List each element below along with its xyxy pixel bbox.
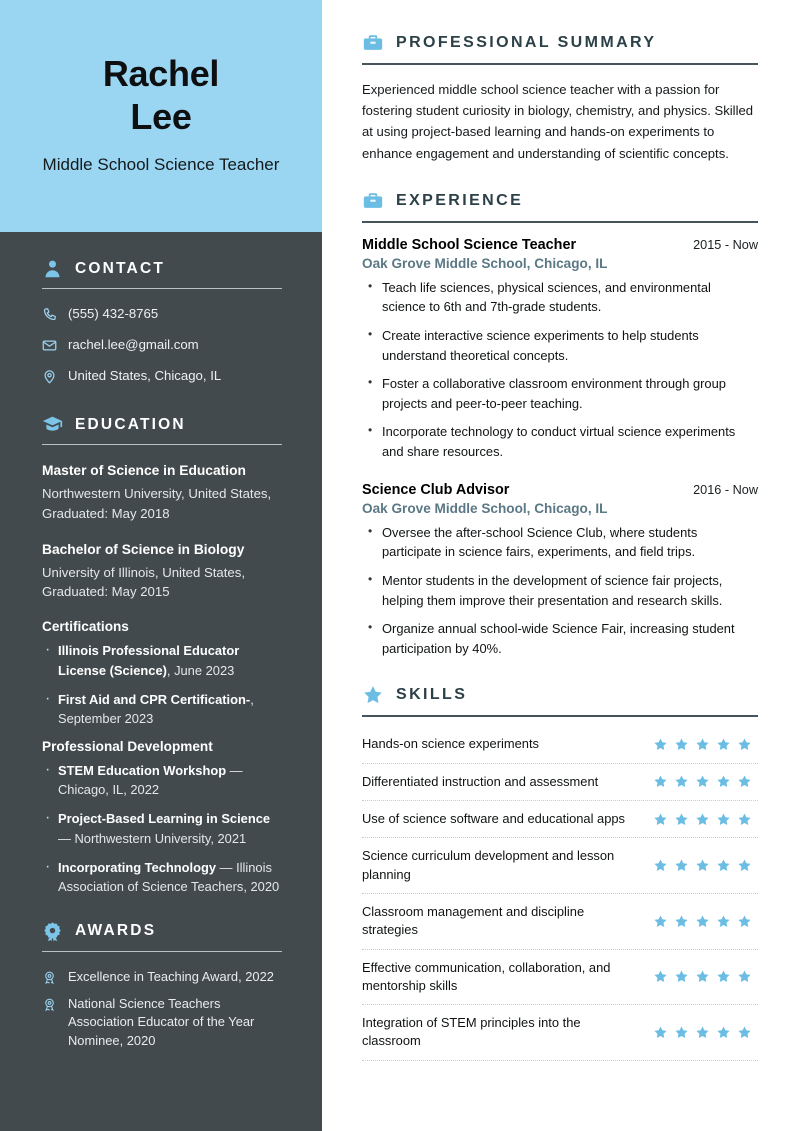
skill-name: Classroom management and discipline strategies	[362, 903, 585, 938]
contact-header	[42, 258, 282, 279]
education-divider	[42, 444, 282, 445]
section-experience	[362, 190, 758, 659]
section-skills	[362, 684, 758, 1060]
awards-title: AWARDS	[75, 922, 157, 940]
star-icon	[674, 1025, 689, 1040]
star-icon	[653, 812, 668, 827]
location-pin-icon	[42, 369, 57, 384]
education-title: EDUCATION	[75, 415, 186, 433]
contact-title: CONTACT	[75, 259, 166, 277]
job-role: Middle School Science Teacher	[362, 236, 577, 253]
star-icon	[695, 774, 710, 789]
awards-divider	[42, 951, 282, 952]
certifications-list	[42, 641, 282, 728]
skills-divider	[362, 715, 758, 717]
skill-row	[362, 838, 758, 894]
skill-rating	[653, 914, 758, 929]
contact-divider	[42, 288, 282, 289]
summary-header	[362, 32, 758, 54]
award-medal-icon	[42, 997, 57, 1012]
education-item	[42, 540, 282, 602]
sidebar-body	[0, 232, 322, 1089]
section-awards	[42, 921, 282, 1050]
star-icon	[653, 1025, 668, 1040]
contact-email[interactable]	[42, 336, 282, 354]
experience-entry	[362, 482, 758, 659]
list-item: • Incorporate technology to conduct virtual science experiments and share resources.	[362, 422, 758, 461]
job-role: Science Club Advisor	[362, 481, 510, 498]
star-icon	[695, 737, 710, 752]
list-item	[42, 761, 282, 800]
job-date: 2016 - Now	[693, 482, 758, 497]
skill-rating	[653, 1025, 758, 1040]
person-icon	[42, 258, 63, 279]
star-icon	[674, 737, 689, 752]
briefcase-icon	[362, 32, 384, 54]
page-title	[103, 53, 219, 138]
development-title: Project-Based Learning in Science	[58, 811, 271, 827]
list-item: • Create interactive science experiments to help students understand theoretical concepts.	[362, 326, 758, 365]
list-item	[42, 809, 282, 848]
education-degree: Master of Science in Education	[42, 463, 246, 479]
education-details: Northwestern University, United States, Graduated: May 2018	[42, 485, 272, 521]
certifications-heading: Certifications	[42, 619, 129, 635]
list-item: • Mentor students in the development of science fair projects, helping them improve their presentation and research skills.	[362, 571, 758, 610]
certification-date: , June 2023	[166, 662, 235, 678]
envelope-icon	[42, 338, 57, 353]
awards-header	[42, 921, 282, 942]
summary-text: Experienced middle school science teacher with a passion for fostering student curiosity in biology, chemistry, and physics. Skilled at using project-based learning and hands-on experiments to enhance engagement and understanding of scientific concepts.	[362, 82, 754, 161]
star-icon	[737, 737, 752, 752]
contact-phone[interactable]	[42, 305, 282, 323]
phone-icon	[42, 307, 57, 322]
star-icon	[737, 858, 752, 873]
star-icon	[653, 969, 668, 984]
award-medal-icon	[42, 970, 57, 985]
contact-list	[42, 305, 282, 384]
star-icon	[653, 914, 668, 929]
development-detail: — Northwestern University, 2021	[58, 830, 247, 846]
experience-header	[362, 190, 758, 212]
certification-title: Illinois Professional Educator License (Science)	[58, 643, 240, 678]
section-education	[42, 414, 282, 896]
award-text: Excellence in Teaching Award, 2022	[68, 968, 274, 984]
skills-header	[362, 684, 758, 706]
award-medal-icon	[42, 921, 63, 942]
skill-rating	[653, 774, 758, 789]
skill-row	[362, 950, 758, 1006]
job-title: Middle School Science Teacher	[42, 155, 280, 175]
skill-name: Effective communication, collaboration, and mentorship skills	[362, 959, 611, 993]
skills-list	[362, 731, 758, 1060]
star-icon	[695, 914, 710, 929]
job-bullets	[362, 278, 758, 462]
star-icon	[716, 774, 731, 789]
star-icon	[737, 1025, 752, 1040]
star-icon	[716, 914, 731, 929]
list-item	[42, 641, 282, 680]
star-icon	[695, 858, 710, 873]
job-bullets	[362, 523, 758, 659]
education-header	[42, 414, 282, 435]
award-item	[42, 995, 282, 1050]
star-icon	[674, 774, 689, 789]
star-icon	[737, 812, 752, 827]
star-icon	[362, 684, 384, 706]
education-details: University of Illinois, United States, Graduated: May 2015	[42, 564, 246, 600]
star-icon	[695, 1025, 710, 1040]
summary-title: PROFESSIONAL SUMMARY	[396, 34, 657, 51]
job-organization: Oak Grove Middle School, Chicago, IL	[362, 255, 608, 271]
development-detail: — Illinois Association of Science Teachers, 2020	[58, 860, 280, 895]
skill-rating	[653, 969, 758, 984]
star-icon	[653, 737, 668, 752]
development-detail: — Chicago, IL, 2022	[58, 762, 243, 798]
skill-rating	[653, 858, 758, 873]
sidebar	[0, 0, 322, 1131]
skill-rating	[653, 812, 758, 827]
list-item	[42, 690, 282, 729]
location-value: United States, Chicago, IL	[68, 367, 222, 383]
list-item	[42, 858, 282, 897]
main-content	[322, 0, 800, 1131]
first-name: Rachel	[102, 53, 220, 95]
briefcase-icon	[362, 190, 384, 212]
skill-name: Integration of STEM principles into the classroom	[362, 1015, 581, 1049]
skill-row	[362, 801, 758, 838]
education-item	[42, 461, 282, 523]
skill-row	[362, 894, 758, 950]
job-title-row	[362, 482, 758, 498]
award-text: National Science Teachers Association Educator of the Year Nominee, 2020	[68, 996, 255, 1048]
skill-row	[362, 764, 758, 801]
list-item: • Organize annual school-wide Science Fair, increasing student participation by 40%.	[362, 619, 758, 658]
star-icon	[653, 774, 668, 789]
star-icon	[737, 914, 752, 929]
star-icon	[653, 858, 668, 873]
section-contact	[42, 258, 282, 384]
development-title: STEM Education Workshop	[58, 762, 227, 778]
development-title: Incorporating Technology	[58, 860, 217, 876]
last-name: Lee	[130, 95, 192, 137]
star-icon	[716, 737, 731, 752]
star-icon	[737, 969, 752, 984]
skill-name: Use of science software and educational apps	[362, 810, 625, 826]
experience-divider	[362, 221, 758, 223]
summary-divider	[362, 63, 758, 65]
skill-rating	[653, 737, 758, 752]
star-icon	[716, 969, 731, 984]
section-professional-summary	[362, 32, 758, 164]
phone-value: (555) 432-8765	[68, 306, 159, 321]
job-title-row	[362, 237, 758, 253]
email-value: rachel.lee@gmail.com	[68, 336, 199, 352]
list-item: • Teach life sciences, physical sciences, and environmental science to 6th and 7th-grade students.	[362, 278, 758, 317]
skill-name: Hands-on science experiments	[362, 736, 539, 752]
skills-title: SKILLS	[396, 686, 468, 704]
job-organization: Oak Grove Middle School, Chicago, IL	[362, 500, 608, 516]
star-icon	[674, 858, 689, 873]
skill-row	[362, 1005, 758, 1061]
list-item: • Foster a collaborative classroom environment through group projects and peer-to-peer teaching.	[362, 374, 758, 413]
star-icon	[674, 812, 689, 827]
skill-row	[362, 731, 758, 763]
development-list	[42, 761, 282, 897]
experience-title: EXPERIENCE	[396, 191, 524, 209]
certification-date: , September 2023	[58, 691, 254, 727]
list-item: • Oversee the after-school Science Club, where students participate in science fairs, experiments, and field trips.	[362, 523, 758, 562]
star-icon	[737, 774, 752, 789]
star-icon	[716, 1025, 731, 1040]
star-icon	[674, 914, 689, 929]
name-card	[0, 0, 322, 232]
experience-entry	[362, 237, 758, 462]
skill-name: Science curriculum development and lesson planning	[362, 848, 615, 882]
star-icon	[716, 858, 731, 873]
star-icon	[695, 812, 710, 827]
education-degree: Bachelor of Science in Biology	[42, 542, 245, 558]
star-icon	[716, 812, 731, 827]
development-heading: Professional Development	[42, 738, 213, 754]
star-icon	[695, 969, 710, 984]
certification-title: First Aid and CPR Certification-	[58, 691, 251, 707]
award-item	[42, 968, 282, 986]
star-icon	[674, 969, 689, 984]
graduation-cap-icon	[42, 414, 63, 435]
job-date: 2015 - Now	[693, 237, 758, 252]
skill-name: Differentiated instruction and assessment	[362, 773, 599, 789]
contact-location[interactable]	[42, 367, 282, 385]
